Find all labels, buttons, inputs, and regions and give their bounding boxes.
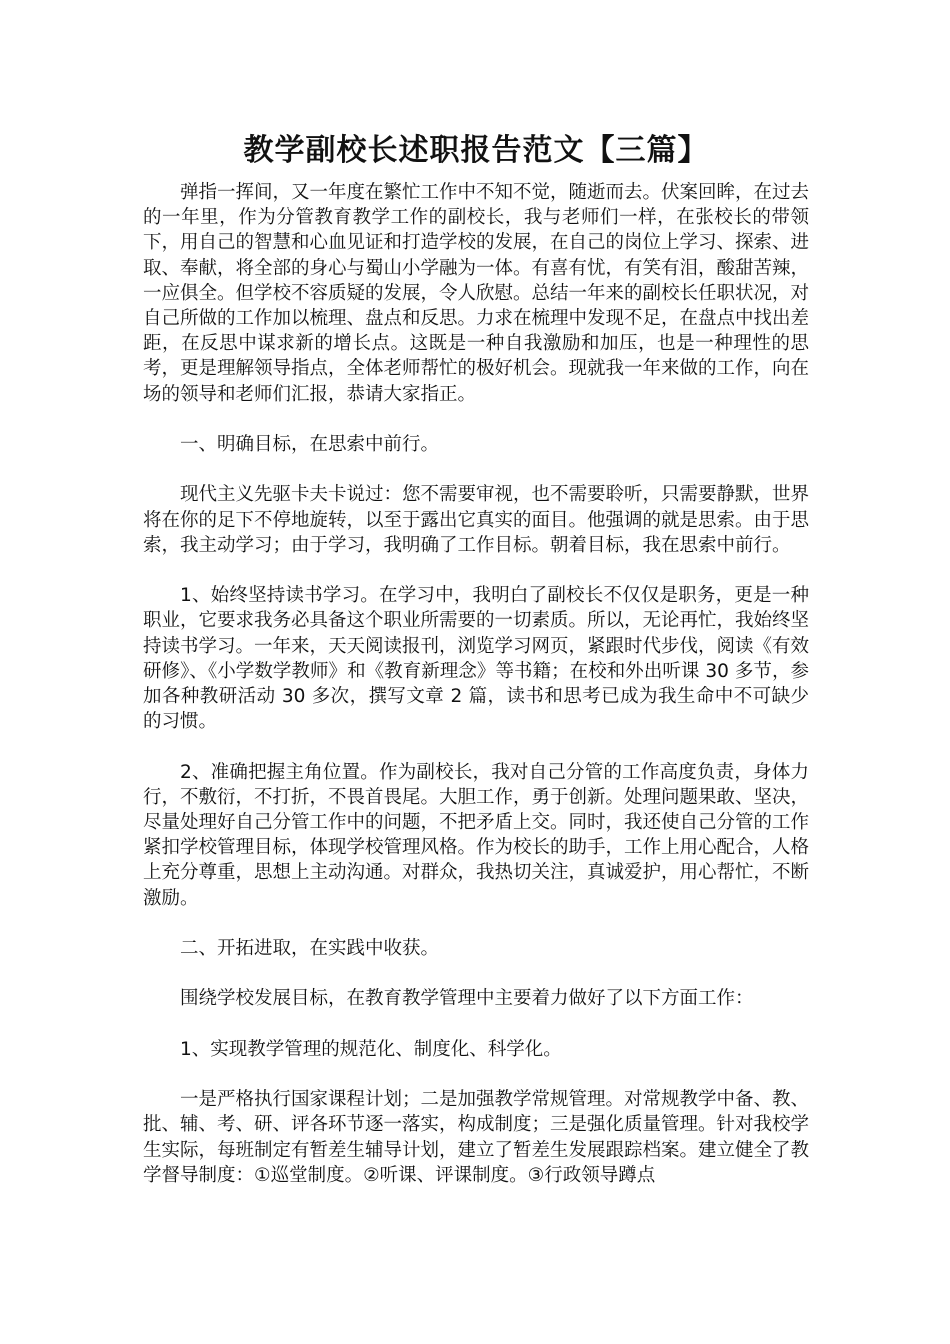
paragraph-kafka-quote: 现代主义先驱卡夫卡说过：您不需要审视，也不需要聆听，只需要静默，世界将在你的足下不停地旋转，以至于露出它真实的面目。他强调的就是思索。由于思索，我主动学习；由于学习，我明确了工作目标。朝着目标，我在思索中前行。	[143, 484, 810, 556]
paragraph-development-goals: 围绕学校发展目标，在教育教学管理中主要着力做好了以下方面工作：	[180, 988, 754, 1010]
paragraph-intro: 弹指一挥间，又一年度在繁忙工作中不知不觉，随逝而去。伏案回眸，在过去的一年里，作为分管教育教学工作的副校长，我与老师们一样，在张校长的带领下，用自己的智慧和心血见证和打造学校的发展，在自己的岗位上学习、探索、进取、奉献，将全部的身心与蜀山小学融为一体。有喜有忧，有笑有泪，酸甜苦辣，一应俱全。但学校不容质疑的发展，令人欣慰。总结一年来的副校长任职状况，对自己所做的工作加以梳理、盘点和反思。力求在梳理中发现不足，在盘点中找出差距，在反思中谋求新的增长点。这既是一种自我激励和加压，也是一种理性的思考，更是理解领导指点，全体老师帮忙的极好机会。现就我一年来做的工作，向在场的领导和老师们汇报，恭请大家指正。	[143, 182, 810, 405]
paragraph-role-position: 2、准确把握主角位置。作为副校长，我对自己分管的工作高度负责，身体力行，不敷衍，不打折，不畏首畏尾。大胆工作，勇于创新。处理问题果敢、坚决，尽量处理好自己分管工作中的问题，不把矛盾上交。同时，我还使自己分管的工作紧扣学校管理目标，体现学校管理风格。作为校长的助手，工作上用心配合，人格上充分尊重，思想上主动沟通。对群众，我热切关注，真诚爱护，用心帮忙，不断激励。	[143, 761, 810, 909]
document-title: 教学副校长述职报告范文【三篇】	[243, 133, 709, 168]
paragraph-reading-study: 1、始终坚持读书学习。在学习中，我明白了副校长不仅仅是职务，更是一种职业，它要求我务必具备这个职业所需要的一切素质。所以，无论再忙，我始终坚持读书学习。一年来，天天阅读报刊，浏览学习网页，紧跟时代步伐，阅读《有效研修》、《小学数学教师》和《教育新理念》等书籍；在校和外出听课 30 多节，参加各种教研活动 30 多次，撰写文章 2 篇，读书和思考已成为我生命中不可缺少的习惯。	[143, 585, 810, 733]
document-page	[143, 128, 809, 1188]
subsection-heading-1: 1、实现教学管理的规范化、制度化、科学化。	[180, 1038, 562, 1060]
section-heading-2: 二、开拓进取，在实践中收获。	[180, 938, 440, 960]
section-heading-1: 一、明确目标，在思索中前行。	[180, 434, 440, 456]
paragraph-teaching-management: 一是严格执行国家课程计划；二是加强教学常规管理。对常规教学中备、教、批、辅、考、研、评各环节逐一落实，构成制度；三是强化质量管理。针对我校学生实际，每班制定有暂差生辅导计划，建立了暂差生发展跟踪档案。建立健全了教学督导制度：①巡堂制度。②听课、评课制度。③行政领导蹲点	[143, 1089, 810, 1186]
